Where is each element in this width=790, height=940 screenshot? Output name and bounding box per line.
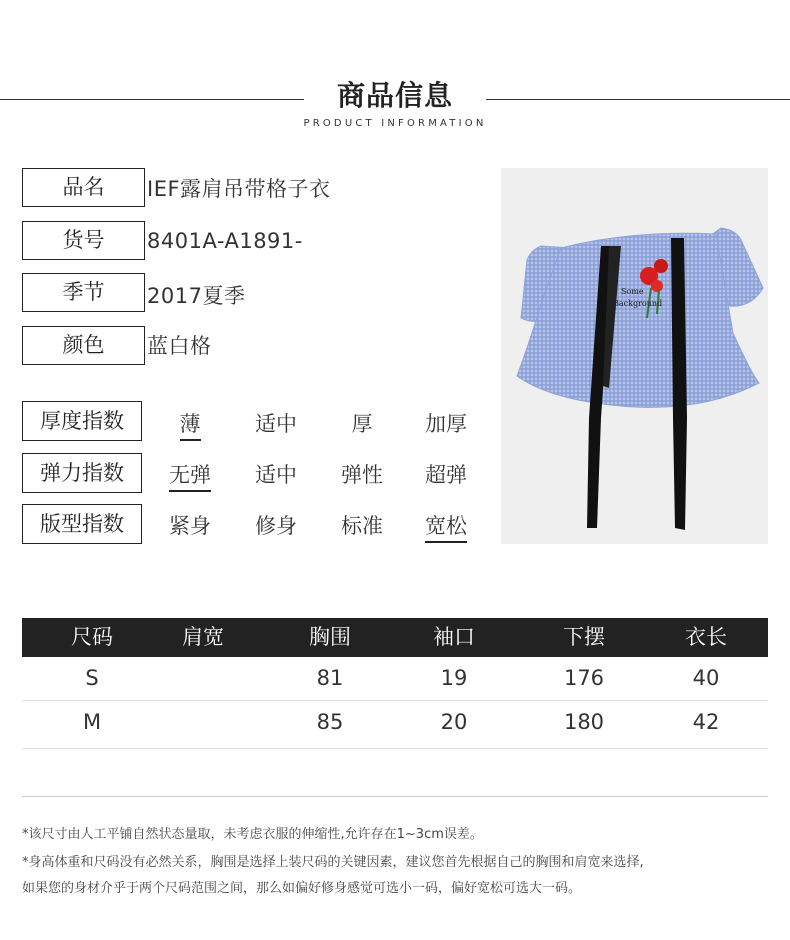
row-s-hem: 176 [563,666,605,690]
size-table-header [22,618,768,657]
page-subtitle: PRODUCT INFORMATION [303,118,487,129]
thickness-option-medium: 适中 [255,412,297,436]
row-s-size: S [85,666,99,690]
fit-option-loose: 宽松 [416,510,476,540]
index-label-elasticity: 弹力指数 [22,453,142,493]
info-value-season: 2017夏季 [147,284,246,308]
note-measurement: *该尺寸由人工平铺自然状态量取，未考虑衣服的伸缩性,允许存在1~3cm误差。 [22,827,483,842]
info-value-color: 蓝白格 [147,334,212,358]
table-row-divider [22,700,768,701]
thickness-option-thick: 厚 [351,412,373,436]
embroidery-text-line-2: Background [613,299,663,308]
note-size-advice-1: *身高体重和尺码没有必然关系，胸围是选择上装尺码的关键因素，建议您首先根据自己的胸围和肩宽来选择, [22,855,644,870]
index-label-thickness: 厚度指数 [22,401,142,441]
elasticity-option-none: 无弹 [160,459,220,489]
col-header-shoulder: 肩宽 [182,625,224,649]
info-label-season: 季节 [22,273,145,312]
info-label-name: 品名 [22,168,145,207]
info-value-sku: 8401A-A1891- [147,229,303,253]
col-header-hem: 下摆 [563,625,605,649]
off-shoulder-top-illustration [501,168,768,544]
row-s-chest: 81 [316,666,344,690]
notes-divider [22,796,768,797]
row-m-length: 42 [692,710,720,734]
elasticity-option-super: 超弹 [425,463,467,487]
info-label-sku: 货号 [22,221,145,260]
note-size-advice-2: 如果您的身材介乎于两个尺码范围之间，那么如偏好修身感觉可选小一码，偏好宽松可选大一码。 [22,881,582,896]
embroidery-text-line-1: Some [621,287,644,296]
fit-option-tight: 紧身 [169,514,211,538]
col-header-cuff: 袖口 [433,625,475,649]
row-m-hem: 180 [563,710,605,734]
row-m-cuff: 20 [440,710,468,734]
col-header-chest: 胸围 [309,625,351,649]
info-label-color: 颜色 [22,326,145,365]
thickness-option-thin: 薄 [160,408,220,438]
product-image [501,168,768,544]
info-value-name: IEF露肩吊带格子衣 [147,177,331,201]
col-header-length: 衣长 [685,625,727,649]
fit-option-slim: 修身 [255,514,297,538]
index-label-fit: 版型指数 [22,504,142,544]
row-s-cuff: 19 [440,666,468,690]
fit-option-standard: 标准 [341,514,383,538]
elasticity-option-medium: 适中 [255,463,297,487]
table-bottom-rule [22,748,768,749]
thickness-option-extra-thick: 加厚 [425,412,467,436]
col-header-size: 尺码 [71,625,113,649]
page-title: 商品信息 [336,79,453,112]
row-m-chest: 85 [316,710,344,734]
row-m-size: M [82,710,102,734]
elasticity-option-stretch: 弹性 [341,463,383,487]
row-s-length: 40 [692,666,720,690]
